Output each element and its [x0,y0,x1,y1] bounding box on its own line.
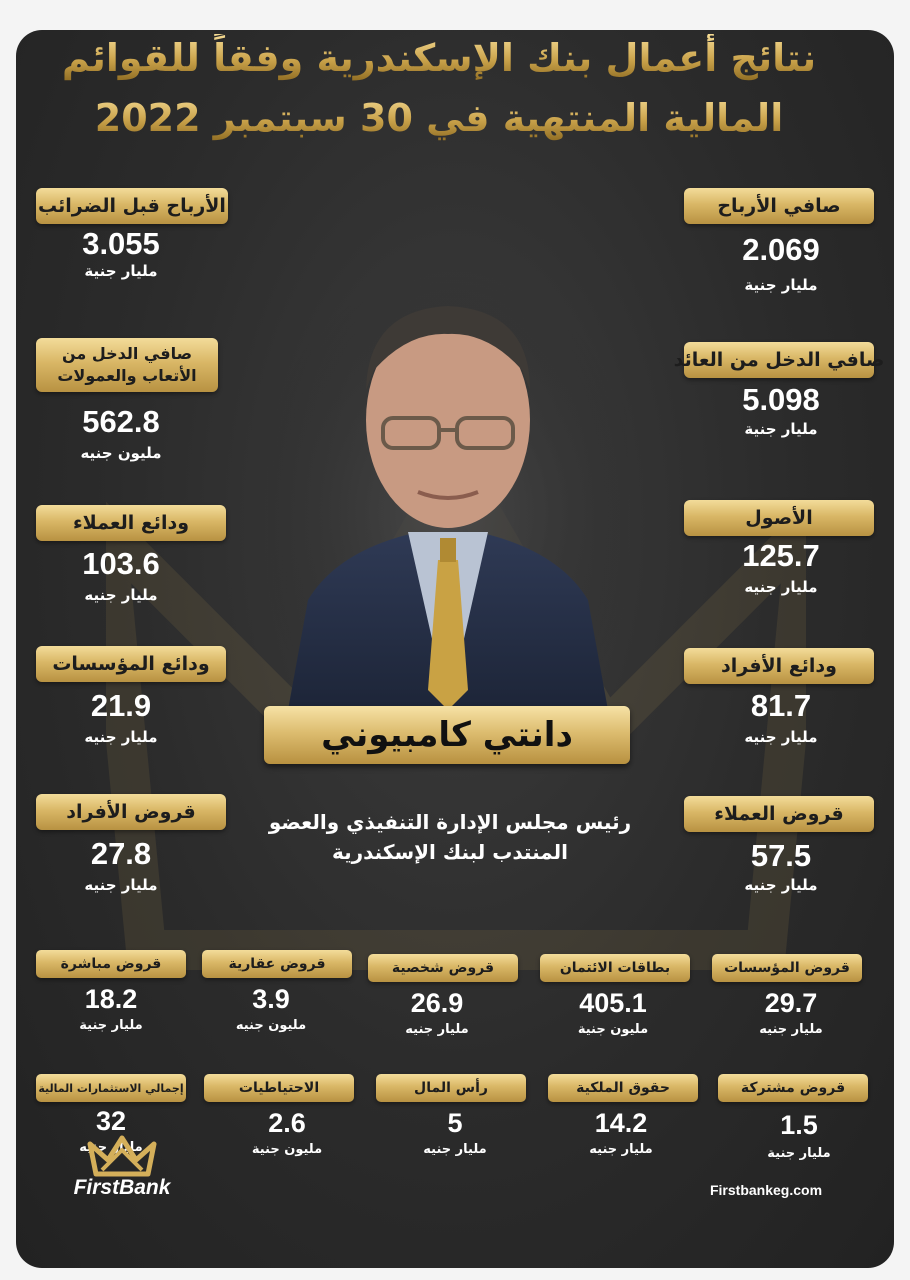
metric-value: 3.055 [82,226,160,261]
metric-unit: مليار جنيه [744,728,818,746]
metric-unit: مليار جنيه [79,1140,143,1155]
metric-unit: مليار جنيه [589,1142,653,1157]
metric-unit: مليون جنيه [80,444,162,462]
metric-label: بطاقات الائتمان [540,954,690,982]
metric-label: قروض العملاء [684,796,874,832]
metric-label: قروض شخصية [368,954,518,982]
metric-value: 1.5 [780,1110,818,1140]
metric-value: 57.5 [750,838,812,873]
metric-label: قروض مشتركة [718,1074,868,1102]
metric-value: 26.9 [410,988,464,1018]
metric-unit: مليار جنيه [405,1022,469,1037]
metric-unit: مليار جنيه [84,728,158,746]
chairman-role-line-2: المنتدب لبنك الإسكندرية [331,840,569,864]
metric-value: 29.7 [764,988,818,1018]
chairman-portrait [268,270,628,710]
metric-value: 32 [95,1106,127,1136]
metric-unit: مليار جنيه [744,578,818,596]
website-url: Firstbankeg.com [709,1182,823,1198]
metric-value: 21.9 [90,688,152,723]
metric-value: 405.1 [579,988,647,1018]
metric-label: قروض المؤسسات [712,954,862,982]
metric-value: 103.6 [82,546,160,581]
metric-value: 2.069 [742,232,820,267]
metric-label: ودائع العملاء [36,505,226,541]
title-line-2: المالية المنتهية في 30 سبتمبر 2022 [60,94,818,142]
metric-unit: مليار جنيه [744,876,818,894]
chairman-role-line-1: رئيس مجلس الإدارة التنفيذي والعضو [268,810,632,834]
metric-label: الاحتياطيات [204,1074,354,1102]
metric-label: حقوق الملكية [548,1074,698,1102]
metric-unit: مليار جنية [744,420,818,438]
chairman-name: دانتي كامبيوني [264,706,630,764]
metric-unit: مليون جنيه [235,1018,307,1033]
metric-label: قروض الأفراد [36,794,226,830]
metric-value: 27.8 [90,836,152,871]
metric-unit: مليار جنية [744,276,818,294]
metric-value: 5.098 [742,382,820,417]
metric-label: صافي الدخل من الأتعاب والعمولات [36,338,218,392]
metric-unit: مليار جنيه [84,876,158,894]
metric-label: قروض مباشرة [36,950,186,978]
metric-label: إجمالي الاستثمارات المالية [36,1074,186,1102]
metric-unit: مليون جنية [251,1142,323,1157]
metric-label: ودائع الأفراد [684,648,874,684]
metric-unit: مليار جنية [79,1018,143,1033]
metric-label: صافي الدخل من العائد [684,342,874,378]
title-line-1: نتائج أعمال بنك الإسكندرية وفقاً للقوائم [61,36,817,80]
metric-label: ودائع المؤسسات [36,646,226,682]
metric-value: 2.6 [268,1108,306,1138]
metric-value: 14.2 [594,1108,648,1138]
metric-unit: مليار جنيه [423,1142,487,1157]
metric-value: 125.7 [742,538,820,573]
metric-label: قروض عقارية [202,950,352,978]
metric-unit: مليار جنيه [759,1022,823,1037]
metric-label: الأصول [684,500,874,536]
metric-value: 562.8 [82,404,160,439]
metric-label: رأس المال [376,1074,526,1102]
metric-value: 81.7 [750,688,812,723]
metric-label: الأرباح قبل الضرائب [36,188,228,224]
metric-value: 3.9 [252,984,290,1014]
metric-value: 18.2 [84,984,138,1014]
metric-unit: مليار جنيه [84,586,158,604]
metric-unit: مليار جنية [767,1146,831,1161]
metric-label: صافي الأرباح [684,188,874,224]
firstbank-logo-text: FirstBank [73,1176,171,1199]
metric-value: 5 [447,1108,463,1138]
metric-unit: مليار جنية [84,262,158,280]
metric-unit: مليون جنية [577,1022,649,1037]
